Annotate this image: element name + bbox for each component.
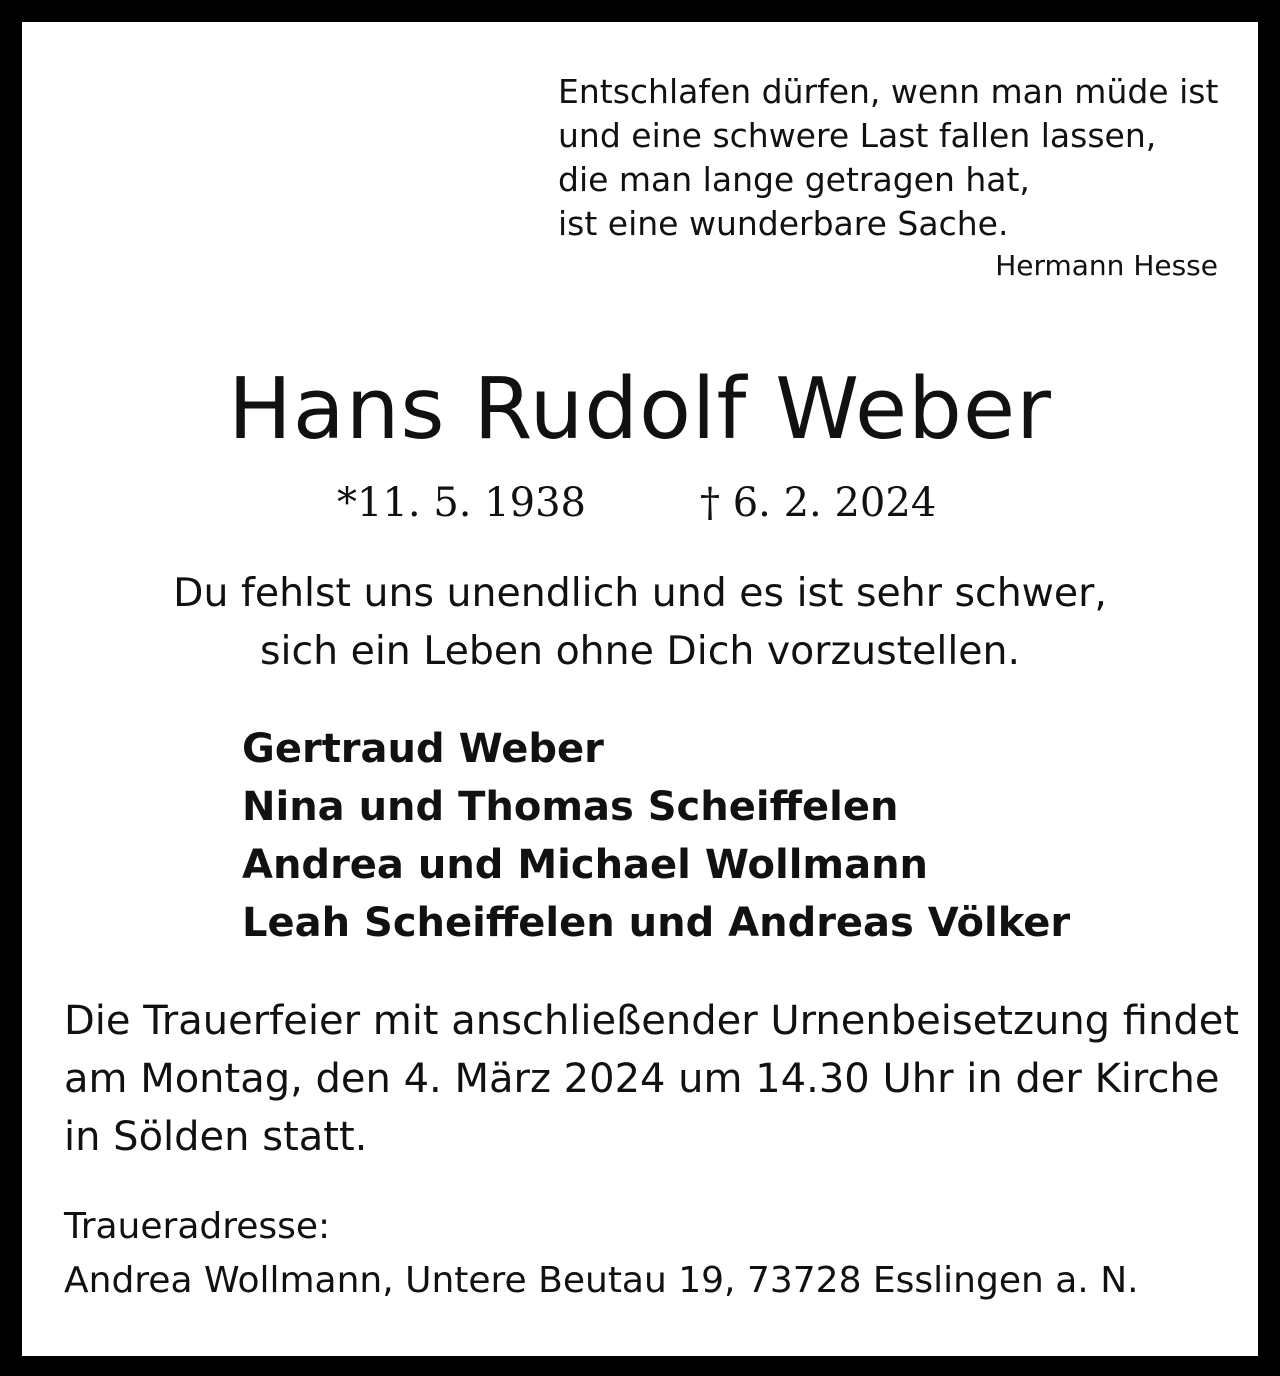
quote-line: Entschlafen dürfen, wenn man müde ist — [558, 72, 1219, 111]
birth-date: *11. 5. 1938 — [337, 480, 587, 526]
mourning-text-line: sich ein Leben ohne Dich vorzustellen. — [259, 628, 1021, 674]
death-date: † 6. 2. 2024 — [700, 480, 937, 526]
deceased-name: Hans Rudolf Weber — [228, 359, 1052, 458]
family-member: Nina und Thomas Scheiffelen — [242, 784, 899, 830]
address-value: Andrea Wollmann, Untere Beutau 19, 73728 Esslingen a. N. — [64, 1260, 1139, 1301]
service-info-line: in Sölden statt. — [64, 1114, 368, 1160]
quote-line: und eine schwere Last fallen lassen, — [558, 116, 1157, 155]
mourning-text-line: Du fehlst uns unendlich und es ist sehr schwer, — [173, 570, 1107, 616]
service-info-line: am Montag, den 4. März 2024 um 14.30 Uhr in der Kirche — [64, 1056, 1220, 1102]
family-member: Andrea und Michael Wollmann — [242, 842, 929, 888]
quote-author: Hermann Hesse — [995, 249, 1218, 282]
family-member: Gertraud Weber — [242, 726, 604, 772]
quote-line: ist eine wunderbare Sache. — [558, 204, 1009, 243]
obituary-notice — [22, 22, 1258, 1356]
quote-line: die man lange getragen hat, — [558, 160, 1030, 199]
family-member: Leah Scheiffelen und Andreas Völker — [242, 900, 1071, 946]
address-label: Traueradresse: — [64, 1206, 331, 1247]
service-info-line: Die Trauerfeier mit anschließender Urnenbeisetzung findet — [64, 998, 1240, 1044]
